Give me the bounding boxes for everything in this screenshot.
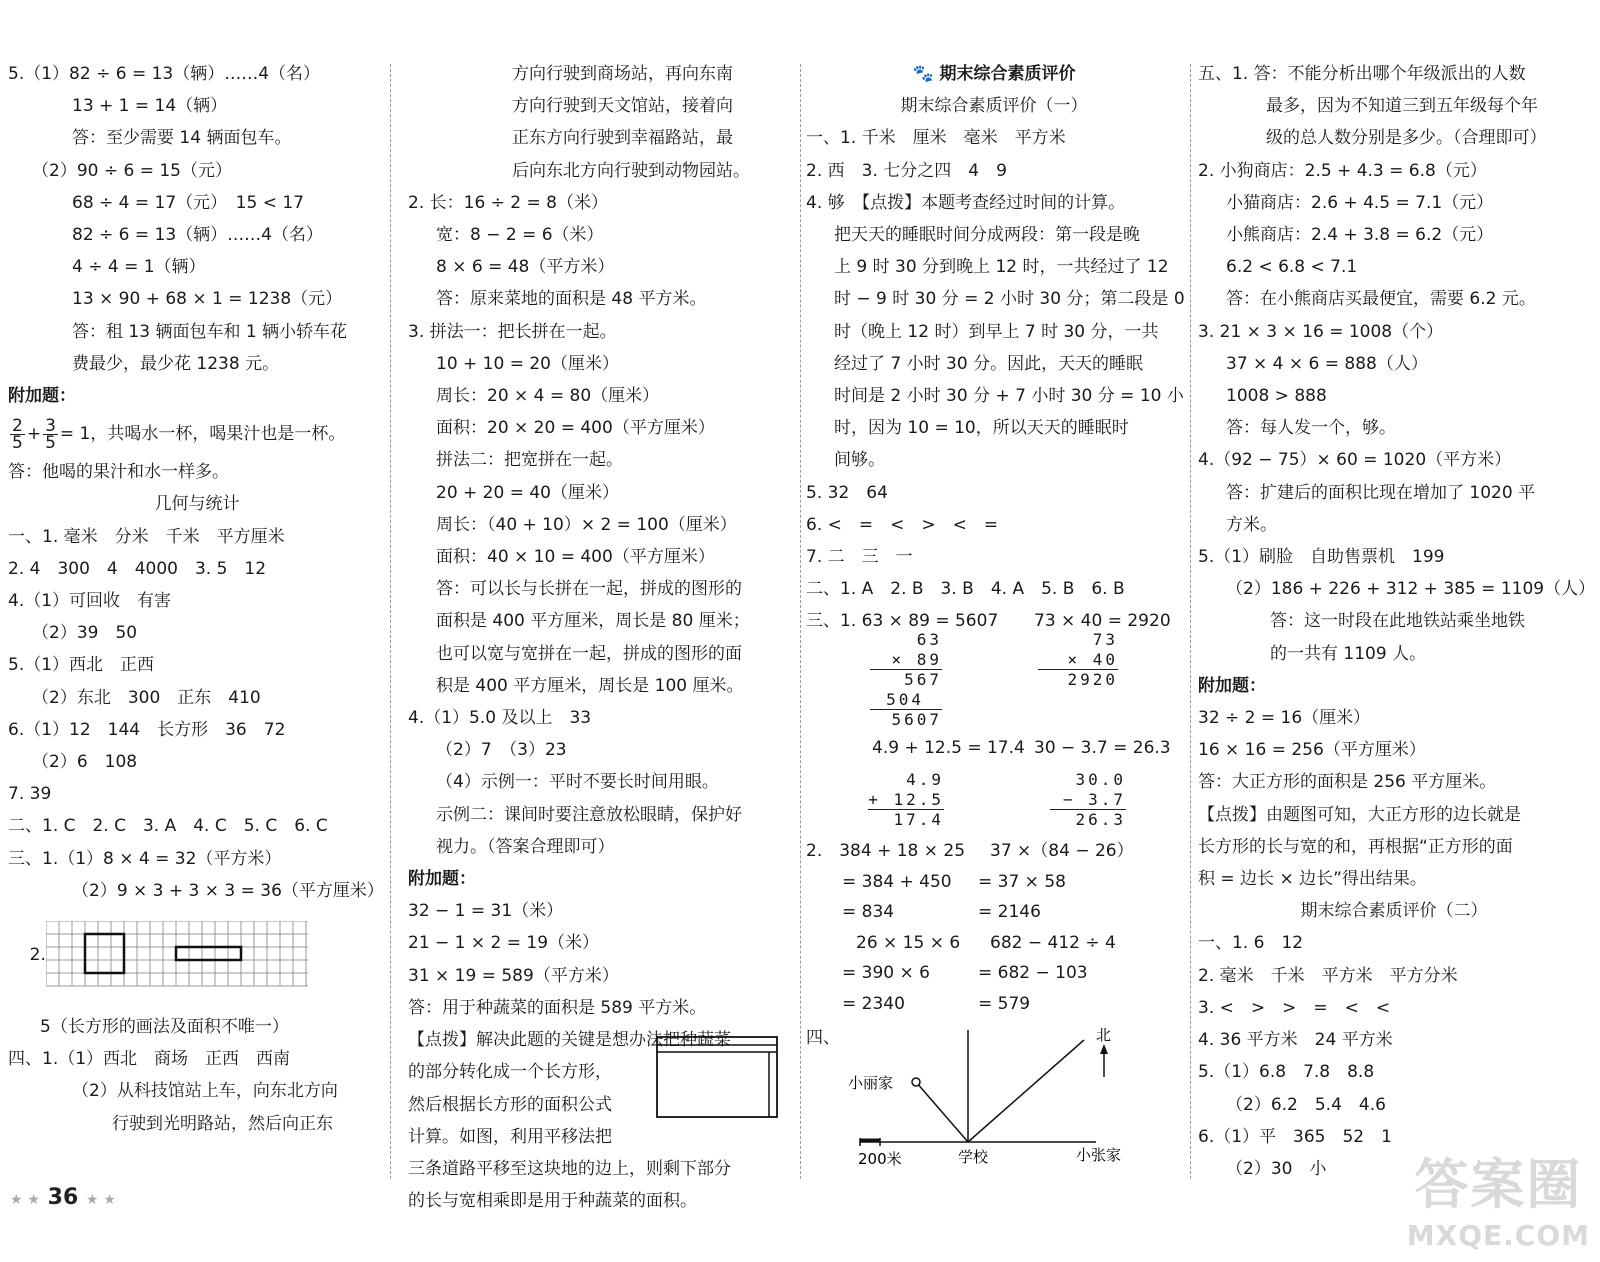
school-label: 学校	[958, 1148, 989, 1166]
text-line: 的一共有 1109 人。	[1270, 643, 1427, 664]
text-line: 一、1. 千米 厘米 毫米 平方米	[806, 128, 1066, 149]
equation: = 384 + 450	[842, 871, 952, 892]
equation: = 682 − 103	[978, 963, 1088, 983]
answer-column-3	[806, 58, 1185, 638]
star-icon: ★ ★	[10, 1192, 40, 1208]
equation: = 834	[842, 902, 895, 922]
north-arrow-icon	[1100, 1044, 1108, 1054]
text-line: 二、1. C 2. C 3. A 4. C 5. C 6. C	[8, 816, 328, 837]
text-line: 经过了 7 小时 30 分。因此，天天的睡眠	[834, 353, 1144, 374]
text-line: 答：大正方形的面积是 256 平方厘米。	[1198, 772, 1497, 793]
page-title: 期末综合素质评价	[939, 64, 1076, 84]
text-line: 7. 39	[8, 784, 52, 805]
north-label: 北	[1096, 1026, 1112, 1044]
calc-row: 30.0	[1075, 770, 1126, 789]
text-line: 答：扩建后的面积比现在增加了 1020 平	[1226, 482, 1536, 503]
text-line: 的部分转化成一个长方形，	[408, 1062, 612, 1083]
square-shape	[85, 934, 124, 973]
rectangle-shape	[176, 947, 241, 960]
text-line: 5. 32 64	[806, 482, 888, 503]
text-line	[806, 958, 1182, 989]
vertical-subtraction	[1050, 770, 1126, 830]
equation: = 2340	[842, 993, 905, 1014]
text-line: 6.（1）平 365 52 1	[1198, 1126, 1392, 1147]
text-line: （2）6.2 5.4 4.6	[1226, 1094, 1386, 1115]
paw-icon: 🐾	[912, 64, 940, 84]
text-line: 把天天的睡眠时间分成两段：第一段是晚	[834, 225, 1140, 246]
text-line: 计算。如图，利用平移法把	[408, 1126, 612, 1147]
text-line: 四、	[806, 1028, 840, 1048]
text-line: 3. 21 × 3 × 16 = 1008（个）	[1198, 321, 1444, 342]
text-line: 长方形的长与宽的和，再根据“正方形的面	[1198, 836, 1513, 857]
text-line	[806, 605, 1182, 637]
text-line: 4.（1）可回收 有害	[8, 591, 172, 612]
text-line: 积是 400 平方厘米，周长是 100 厘米。	[436, 675, 744, 696]
watermark-text: 答案圈	[1414, 1153, 1583, 1216]
text-line	[806, 989, 1182, 1020]
text-line: 正东方向行驶到幸福路站，最	[512, 128, 733, 149]
text-line: 【点拨】解决此题的关键是想办法把种蔬菜	[408, 1030, 731, 1051]
text-line: （2）90 ÷ 6 = 15（元）	[32, 160, 232, 181]
text-line: 5.（1）刷脸 自助售票机 199	[1198, 547, 1445, 568]
section-heading: 附加题：	[8, 386, 76, 407]
text-line: 面积：40 × 10 = 400（平方厘米）	[436, 547, 715, 568]
calc-row: 4.9	[906, 770, 944, 789]
text-line: （2）6 108	[32, 752, 138, 773]
text-line: 上 9 时 30 分到晚上 12 时，一共经过了 12	[834, 257, 1169, 278]
text-line: 3. 拼法一：把长拼在一起。	[408, 321, 617, 342]
equation: 三、1. 63 × 89 = 5607	[806, 611, 999, 632]
paw-title	[806, 58, 1182, 90]
text-line: 13 × 90 + 68 × 1 = 1238（元）	[72, 289, 343, 310]
text-line: 费最少，最少花 1238 元。	[72, 353, 280, 374]
page-number: 36	[47, 1185, 79, 1210]
text-line: 方米。	[1226, 514, 1277, 535]
text-line: 4.（1）5.0 及以上 33	[408, 708, 592, 729]
calc-row: 5607	[870, 709, 942, 730]
equation: 37 ×（84 − 26）	[990, 841, 1134, 861]
equation: = 390 × 6	[842, 963, 930, 983]
text-line: 答：可以长与长拼在一起，拼成的图形的	[436, 579, 742, 600]
equation: 682 − 412 ÷ 4	[990, 932, 1116, 953]
text-line: 一、1. 6 12	[1198, 933, 1304, 954]
text-line: 面积是 400 平方厘米，周长是 80 厘米；	[436, 611, 750, 632]
text-line: 的长与宽相乘即是用于种蔬菜的面积。	[408, 1191, 697, 1212]
text-line: 周长：20 × 4 = 80（厘米）	[436, 386, 660, 407]
text-line	[806, 836, 1182, 867]
text-line: 宽：8 − 2 = 6（米）	[436, 225, 604, 246]
text-line: 5（长方形的画法及面积不唯一）	[40, 1017, 289, 1038]
text-line: （2）39 50	[32, 623, 138, 644]
text-line: 6. < = < > < =	[806, 514, 999, 535]
text-line: 一、1. 毫米 分米 千米 平方厘米	[8, 526, 285, 547]
column-divider	[800, 64, 801, 1179]
section-heading: 附加题：	[408, 869, 476, 890]
text-line: （4）示例一：平时不要长时间用眼。	[436, 772, 719, 793]
text-line: 6.（1）12 144 长方形 36 72	[8, 719, 286, 740]
answer-column-1	[8, 58, 386, 1140]
text-line: 答：原来菜地的面积是 48 平方米。	[436, 289, 707, 310]
fraction: $\frac{2}{5}$	[12, 415, 23, 453]
text-line: 方向行驶到商场站，再向东南	[512, 64, 733, 84]
text-line: 31 × 19 = 589（平方米）	[408, 965, 619, 986]
text-line: 时 − 9 时 30 分 = 2 小时 30 分；第二段是 0	[834, 289, 1185, 310]
text-line: 7. 二 三 一	[806, 547, 913, 568]
text-line	[806, 928, 1182, 959]
text-line: 时（晚上 12 时）到早上 7 时 30 分，一共	[834, 321, 1159, 342]
text-line: 时间是 2 小时 30 分 + 7 小时 30 分 = 10 小	[834, 386, 1184, 407]
text-line: （2）30 小	[1226, 1158, 1327, 1179]
vertical-multiplication	[1038, 630, 1118, 690]
text-line: 也可以宽与宽拼在一起，拼成的图形的面	[436, 643, 742, 664]
calc-row: × 89	[891, 649, 942, 669]
text-line: 答：这一时段在此地铁站乘坐地铁	[1270, 611, 1525, 632]
field-diagram	[656, 1036, 778, 1118]
xiaoli-home-label: 小丽家	[848, 1074, 894, 1092]
calc-row: 2920	[1038, 669, 1118, 690]
star-icon: ★ ★	[85, 1192, 116, 1208]
text-line: 三条道路平移至这块地的边上，则剩下部分	[408, 1158, 731, 1179]
text-line: 最多，因为不知道三到五年级每个年	[1266, 96, 1538, 117]
text-line: 4. 够 【点拨】本题考查经过时间的计算。	[806, 192, 1126, 213]
text-line: 32 ÷ 2 = 16（厘米）	[1198, 708, 1371, 729]
text-line: 间够。	[834, 450, 885, 471]
text-line: 5.（1）82 ÷ 6 = 13（辆）……4（名）	[8, 64, 321, 84]
text-line: 积 = 边长 × 边长”得出结果。	[1198, 869, 1427, 890]
calc-row: 504	[886, 689, 924, 709]
text-line: 2. 西 3. 七分之四 4 9	[806, 160, 1007, 181]
calc-row: + 12.5	[868, 789, 944, 809]
text-line: 2. 毫米 千米 平方米 平方分米	[1198, 965, 1458, 986]
text-line: 面积：20 × 20 = 400（平方厘米）	[436, 418, 715, 439]
text-line: 二、1. A 2. B 3. B 4. A 5. B 6. B	[806, 579, 1125, 600]
text-line: 小熊商店：2.4 + 3.8 = 6.2（元）	[1226, 225, 1494, 246]
text-line: 2.	[29, 945, 46, 966]
text-line: 5.（1）西北 正西	[8, 655, 155, 676]
text-line	[806, 867, 1182, 898]
equation: 30 − 3.7 = 26.3	[1034, 738, 1171, 758]
text-line: 级的总人数分别是多少。（合理即可）	[1266, 128, 1547, 149]
text-line: 8 × 6 = 48（平方米）	[436, 257, 615, 278]
equation: = 2146	[978, 902, 1041, 922]
grid-line	[8, 907, 386, 1011]
scale-label: 200米	[858, 1150, 902, 1168]
grid-figure	[46, 921, 308, 987]
calc-row: 26.3	[1050, 809, 1126, 830]
text-line: 10 + 10 = 20（厘米）	[436, 353, 619, 374]
text-line: 4. 36 平方米 24 平方米	[1198, 1030, 1393, 1051]
text-line: 20 + 20 = 40（厘米）	[436, 482, 619, 503]
equation: 73 × 40 = 2920	[1034, 611, 1171, 632]
text-line: 21 − 1 × 2 = 19（米）	[408, 933, 600, 954]
text-line: 三、1.（1）8 × 4 = 32（平方米）	[8, 848, 282, 869]
text-line: 16 × 16 = 256（平方厘米）	[1198, 740, 1426, 761]
text-line: 五、1. 答：不能分析出哪个年级派出的人数	[1198, 64, 1526, 84]
text-line: 6.2 < 6.8 < 7.1	[1226, 257, 1358, 278]
watermark	[1407, 1142, 1590, 1252]
text-line: 5.（1）6.8 7.8 8.8	[1198, 1062, 1375, 1083]
fraction-line: $\frac{2}{5}$ + $\frac{3}{5}$ = 1，共喝水一杯，喝果汁也是一杯。	[12, 415, 346, 453]
calc-row: × 40	[1067, 649, 1118, 669]
text-line: 2. 小狗商店：2.5 + 4.3 = 6.8（元）	[1198, 160, 1487, 181]
equation: = 37 × 58	[978, 871, 1066, 892]
text-line: 答：至少需要 14 辆面包车。	[72, 128, 292, 149]
text-line: 然后根据长方形的面积公式	[408, 1094, 612, 1115]
watermark-url: MXQE.COM	[1406, 1219, 1590, 1252]
text-line: （2）186 + 226 + 312 + 385 = 1109（人）	[1226, 579, 1596, 600]
calc-row: 63	[916, 630, 942, 649]
text-line: 周长：（40 + 10）× 2 = 100（厘米）	[436, 514, 737, 535]
text-line: 82 ÷ 6 = 13（辆）……4（名）	[72, 225, 323, 246]
fraction: $\frac{3}{5}$	[45, 415, 56, 453]
calc-row: 73	[1092, 630, 1118, 649]
text-line: 拼法二：把宽拼在一起。	[436, 450, 623, 471]
text-line: 时，因为 10 = 10，所以天天的睡眠时	[834, 418, 1129, 439]
section-title: 几何与统计	[154, 494, 240, 515]
text-line: 3. < > > = < <	[1198, 997, 1391, 1018]
section-heading: 附加题：	[1198, 675, 1266, 696]
text-line: （2）9 × 3 + 3 × 3 = 36（平方厘米）	[72, 880, 384, 901]
text-line	[806, 897, 1182, 928]
calc-row: 17.4	[868, 809, 944, 830]
vertical-multiplication	[870, 630, 942, 730]
text-line: 1008 > 888	[1226, 386, 1327, 407]
text-line: 答：用于种蔬菜的面积是 589 平方米。	[408, 997, 707, 1018]
page-footer	[10, 1185, 116, 1210]
text-line: 2. 4 300 4 4000 3. 5 12	[8, 558, 267, 579]
text-line: 行驶到光明路站，然后向正东	[112, 1113, 333, 1134]
text-line: 2. 长：16 ÷ 2 = 8（米）	[408, 192, 608, 213]
section-title: 期末综合素质评价（二）	[1300, 901, 1488, 922]
equation: 4.9 + 12.5 = 17.4	[872, 738, 1025, 758]
text-line: （2）7 （3）23	[436, 740, 567, 761]
xiaozhang-home-label: 小张家	[1076, 1146, 1122, 1164]
text-line: 答：他喝的果汁和水一样多。	[8, 462, 229, 483]
text-line: 4 ÷ 4 = 1（辆）	[72, 257, 206, 278]
equation: = 579	[978, 993, 1031, 1014]
text-line: 4.（92 − 75）× 60 = 1020（平方米）	[1198, 450, 1512, 471]
text-line: 答：在小熊商店买最便宜，需要 6.2 元。	[1226, 289, 1536, 310]
text-line: 答：租 13 辆面包车和 1 辆小轿车花	[72, 321, 348, 342]
text-line: 答：每人发一个，够。	[1226, 418, 1396, 439]
text-line: 32 − 1 = 31（米）	[408, 901, 564, 922]
answer-column-4	[1198, 58, 1596, 1185]
calc-row: 567	[870, 669, 942, 690]
text-line: 四、1.（1）西北 商场 正西 西南	[8, 1049, 291, 1070]
section-four	[806, 1022, 840, 1054]
text-line: （2）从科技馆站上车，向东北方向	[72, 1081, 338, 1102]
column-divider	[1190, 64, 1191, 1179]
text-line: 13 + 1 = 14（辆）	[72, 96, 228, 117]
text-line: （2）东北 300 正东 410	[32, 687, 261, 708]
column-divider	[390, 64, 391, 1179]
direction-map	[848, 1022, 1148, 1172]
text-line: 小猫商店：2.6 + 4.5 = 7.1（元）	[1226, 192, 1494, 213]
text-line: 后向东北方向行驶到动物园站。	[512, 160, 750, 181]
text-line: 【点拨】由题图可知，大正方形的边长就是	[1198, 804, 1521, 825]
section-title: 期末综合素质评价（一）	[900, 96, 1088, 117]
vertical-addition	[868, 770, 944, 830]
equation: 2. 384 + 18 × 25	[806, 841, 966, 861]
text-line: 方向行驶到天文馆站，接着向	[512, 96, 733, 117]
text-line: 示例二：课间时要注意放松眼睛，保护好	[436, 804, 742, 825]
equation: 26 × 15 × 6	[856, 932, 961, 953]
text-line: 37 × 4 × 6 = 888（人）	[1226, 353, 1428, 374]
text-line: 视力。（答案合理即可）	[436, 836, 615, 857]
mixed-operations	[806, 836, 1182, 1019]
calc-row: − 3.7	[1062, 789, 1126, 809]
text-line: 68 ÷ 4 = 17（元） 15 < 17	[72, 192, 304, 213]
